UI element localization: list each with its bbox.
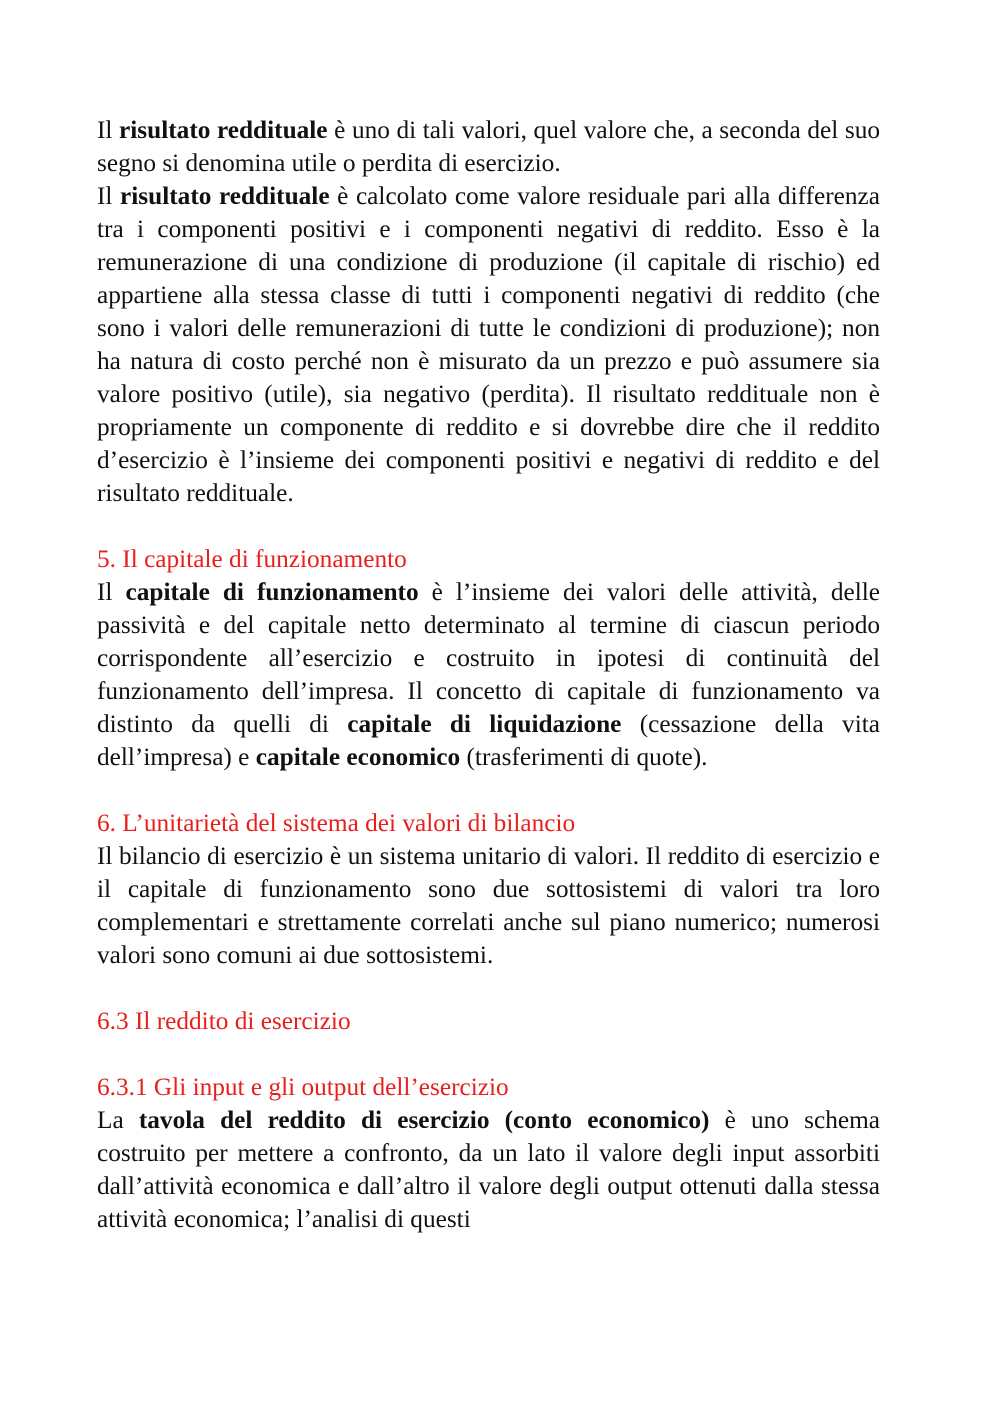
text-span: è calcolato come valore residuale pari alla differenza tra i componenti positivi e i componenti negativi di reddito. Esso è la remunerazione di una condizione di produzione (il capitale di rischio) ed appartiene alla stessa classe di tutti i componenti negativi di reddito (che sono i valori delle remunerazioni di tutte le condizioni di produzione); non ha natura di costo perché non è misurato da un prezzo e può assumere sia valore positivo (utile), sia negativo (perdita). Il risultato reddituale non è propriamente un componente di reddito e si dovrebbe dire che il reddito d’esercizio è l’insieme dei componenti positivi e negativi di reddito e del risultato reddituale. [97,182,880,507]
bold-term: capitale di funzionamento [125,578,419,606]
text-span: Il [97,578,126,606]
bold-term: risultato reddituale [119,116,328,144]
text-span: è uno di tali valori, quel valore che, a seconda del suo segno si denomina utile o perdita di esercizio. [97,116,880,177]
bold-term: risultato reddituale [120,182,330,210]
text-span: è l’insieme dei valori delle attività, delle passività e del capitale netto determinato al termine di ciascun periodo corrispondente all’esercizio e costruito in ipotesi di continuità del funzionamento dell’impresa. Il concetto di capitale di funzionamento va distinto da quelli di [97,578,880,738]
paragraph-risultato-definition [97,114,880,180]
text-span: Il [97,116,120,144]
section-heading-6-3: 6.3 Il reddito di esercizio [97,1007,351,1035]
paragraph-unitarieta: Il bilancio di esercizio è un sistema unitario di valori. Il reddito di esercizio e il capitale di funzionamento sono due sottosistemi di valori tra loro complementari e strettamente correlati anche sul piano numerico; numerosi valori sono comuni ai due sottosistemi. [97,842,880,969]
bold-term: tavola del reddito di esercizio (conto economico) [138,1106,710,1134]
text-span: Il [97,182,121,210]
spacer [97,1038,880,1071]
spacer [97,774,880,807]
bold-term: capitale economico [255,743,461,771]
section-heading-6: 6. L’unitarietà del sistema dei valori di bilancio [97,809,576,837]
text-span: (trasferimenti di quote). [460,743,708,771]
text-span: (cessazione della vita dell’impresa) e [97,710,880,771]
section-heading-5: 5. Il capitale di funzionamento [97,545,407,573]
section-heading-6-3-1: 6.3.1 Gli input e gli output dell’esercizio [97,1073,509,1101]
spacer [97,972,880,1005]
paragraph-capitale-funzionamento [97,576,880,774]
paragraph-tavola-reddito [97,1104,880,1236]
text-span: è uno schema costruito per mettere a confronto, da un lato il valore degli input assorbiti dall’attività economica e dall’altro il valore degli output ottenuti dalla stessa attività economica; l’analisi di questi [97,1106,880,1233]
bold-term: capitale di liquidazione [347,710,622,738]
document-page [97,114,880,1236]
paragraph-risultato-calcolo [97,180,880,510]
text-span: La [97,1106,139,1134]
spacer [97,510,880,543]
